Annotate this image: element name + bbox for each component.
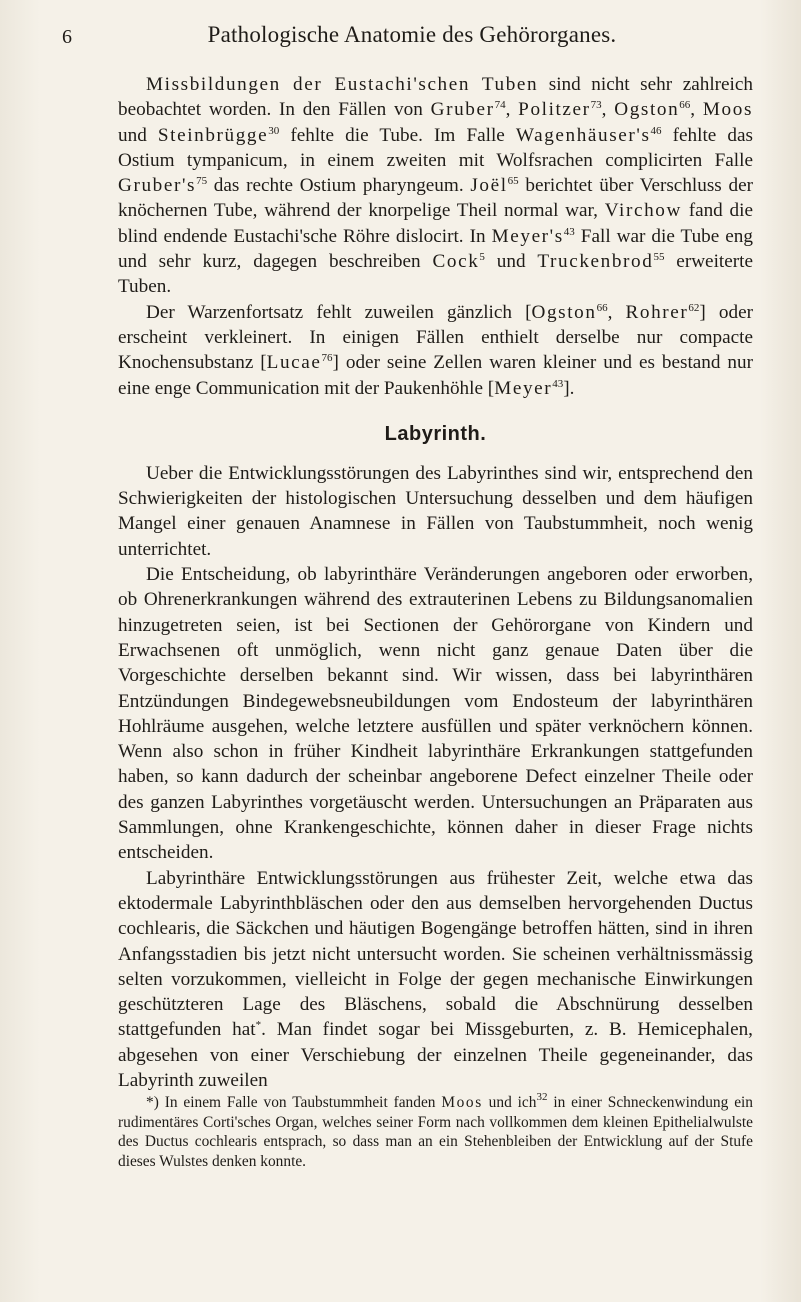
author-name: Joël (470, 175, 508, 197)
author-name: Meyer (494, 377, 553, 399)
paragraph-eustachian-tubes (118, 72, 753, 300)
text-run: , (505, 99, 519, 121)
section-heading: Labyrinth. (384, 422, 487, 445)
citation-ref: 5 (479, 251, 485, 264)
citation-ref: 73 (590, 99, 602, 112)
author-name: Ogston (614, 99, 680, 121)
emphasis-term: Missbildungen der Eustachi'schen Tuben (146, 74, 539, 95)
paragraph-labyrinth-decision: Die Entscheidung, ob labyrinthäre Veränderungen angeboren oder erworben, ob Ohrenerkrankungen während des extrauterinen Lebens zu Bildungsanomalien hinzugetreten seien, ist bei Sectionen der Gehörorgane von Kindern und Erwachsenen oft unmöglich, wenn nicht ganz genaue Daten über die Vorgeschichte derselben bekannt sind. Wir wissen, dass bei labyrinthären Entzündungen Bindegewebsneubildungen vom Endosteum der labyrinthären Hohlräume ausgehen, welche letztere ausfüllen und später verknöchern können. Wenn also schon in früher Kindheit labyrinthäre Erkrankungen stattgefunden haben, so kann dadurch der scheinbar angeborene Defect einzelner Theile oder des ganzen Labyrinthes vorgetäuscht werden. Untersuchungen an Präparaten aus Sammlungen, ohne Krankengeschichte, können daher in dieser Frage nichts entscheiden. (118, 564, 753, 864)
citation-ref: 75 (196, 175, 208, 188)
author-name: Meyer's (491, 225, 564, 247)
author-name: Wagenhäuser's (515, 124, 651, 146)
text-run: ]. (563, 377, 575, 399)
running-title: Pathologische Anatomie des Gehörorganes. (207, 22, 617, 47)
citation-ref: 66 (596, 301, 608, 314)
text-run: und (118, 124, 158, 146)
citation-ref: 76 (321, 352, 333, 365)
paragraph-mastoid-process (118, 300, 753, 401)
citation-ref: 43 (552, 377, 564, 390)
text-run: Labyrinthäre Entwicklungsstörungen aus frühester Zeit, welche etwa das ektodermale Labyrinthbläschen oder den aus demselben hervorgehenden Ductus cochlearis, die Säckchen und häutigen Bogengänge betroffen hätten, sind in ihren Anfangsstadien bis jetzt nicht untersucht worden. Sie scheinen verhältnissmässig selten vorzukommen, vielleicht in Folge der gegen mechanische Einwirkungen geschützteren Lage des Bläschens, sobald die Abschnürung desselben stattgefunden hat (118, 867, 753, 1041)
citation-ref: 62 (688, 301, 700, 314)
author-name: Lucae (266, 352, 322, 374)
citation-ref: 32 (536, 1091, 548, 1104)
author-name: Moos (702, 99, 754, 121)
text-run: . Man findet sogar bei Missgeburten, z. B. Hemicephalen, abgesehen von einer Verschiebung der einzelnen Theile gegeneinander, das Labyrinth zuweilen (118, 1019, 753, 1091)
author-name: Gruber's (118, 175, 197, 197)
citation-ref: 30 (268, 124, 280, 137)
citation-ref: 74 (494, 99, 506, 112)
page-header (62, 22, 762, 56)
author-name: Rohrer (625, 301, 689, 323)
citation-ref: 66 (679, 99, 691, 112)
paragraph-labyrinth-intro: Ueber die Entwicklungsstörungen des Labyrinthes sind wir, entsprechend den Schwierigkeiten der histologischen Untersuchung desselben und dem häufigen Mangel einer genauen Anamnese in Fällen von Taubstummheit, noch wenig unterrichtet. (118, 462, 753, 560)
footnote-marker: *) (146, 1094, 165, 1112)
author-name: Cock (432, 251, 480, 273)
body-text (118, 72, 753, 1172)
citation-ref: 46 (650, 124, 662, 137)
text-run: fehlte die Tube. Im Falle (279, 124, 516, 146)
text-run: fehlte das Ostium tympanicum, in einem zweiten mit Wolfsrachen complicirten Falle (118, 124, 753, 171)
text-run: ] oder erscheint verkleinert. In einigen Fällen enthielt derselbe nur compacte Knochensubstanz [ (118, 301, 754, 374)
text-run: und ich (482, 1094, 537, 1112)
text-run: , (690, 99, 703, 121)
text-run: fand die blind endende Eustachi'sche Röhre dislocirt. In (118, 200, 753, 247)
text-run: ] oder seine Zellen waren kleiner und es bestand nur eine enge Communication mit der Paukenhöhle [ (118, 352, 753, 399)
author-name: Politzer (518, 99, 591, 121)
citation-ref: 55 (653, 251, 665, 264)
text-run: , (601, 99, 615, 121)
author-name: Gruber (430, 99, 495, 121)
citation-ref: 65 (507, 175, 519, 188)
text-run: erweiterte Tuben. (118, 251, 753, 298)
author-name: Truckenbrod (537, 251, 654, 273)
author-name: Moos (441, 1094, 483, 1112)
footnote (118, 1093, 753, 1171)
author-name: Steinbrügge (157, 124, 269, 146)
paragraph-labyrinth-early (118, 866, 753, 1094)
text-run: Fall war die Tube eng und sehr kurz, dagegen beschreiben (118, 225, 753, 273)
text-run: und (484, 251, 538, 273)
text-run: sind nicht sehr zahlreich beobachtet worden. In den Fällen von (118, 74, 753, 121)
footnote-mark: * (255, 1019, 262, 1032)
page-number: 6 (62, 26, 72, 48)
author-name: Ogston (531, 301, 597, 323)
text-run: , (607, 301, 626, 323)
text-run: berichtet über Verschluss der knöchernen Tube, während der knorpelige Theil normal war, (118, 175, 754, 222)
citation-ref: 43 (563, 225, 575, 238)
text-run: das rechte Ostium pharyngeum. (207, 175, 471, 197)
text-run: In einem Falle von Taubstummheit fanden (164, 1094, 442, 1112)
text-run: in einer Schneckenwindung ein rudimentäres Corti'sches Organ, welches seiner Form nach vollkommen dem kleinen Epithelialwulste des Ductus cochlearis entsprach, so dass man an ein Stehenbleiben der Entwicklung auf der Stufe dieses Wulstes denken konnte. (118, 1094, 754, 1171)
text-run: Der Warzenfortsatz fehlt zuweilen gänzlich [ (146, 301, 532, 323)
author-name: Virchow (604, 200, 682, 222)
